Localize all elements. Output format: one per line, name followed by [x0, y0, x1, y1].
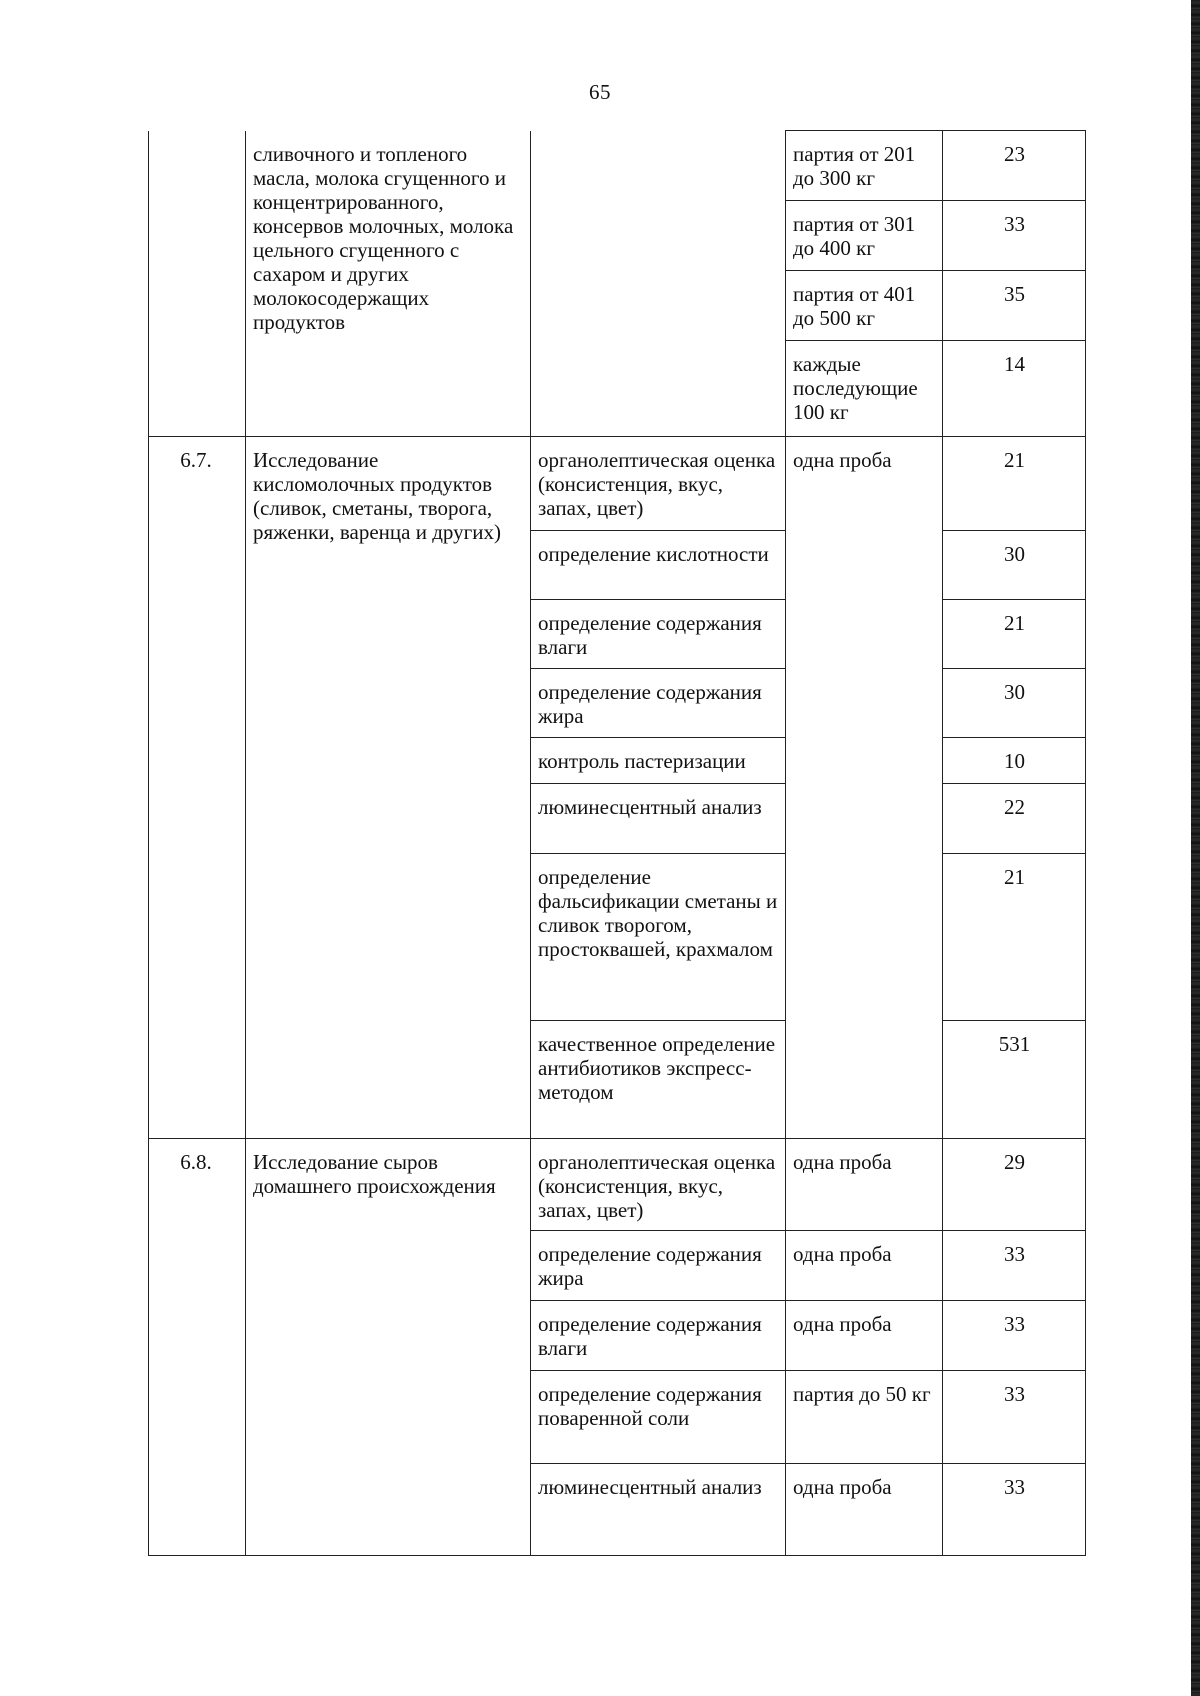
- price-cell: 14: [943, 341, 1086, 437]
- table-row: [149, 1139, 1086, 1231]
- section-name: Исследование кисломолочных продуктов (сливок, сметаны, творога, ряженки, варенца и других): [246, 437, 531, 1139]
- service-cell: люминесцентный анализ: [531, 1464, 786, 1556]
- unit-cell: одна проба: [786, 1301, 943, 1371]
- unit-cell: одна проба: [786, 437, 943, 1139]
- section-number: 6.7.: [149, 437, 246, 1139]
- service-cell: люминесцентный анализ: [531, 784, 786, 854]
- number-cell: [149, 131, 246, 437]
- price-cell: 29: [943, 1139, 1086, 1231]
- price-cell: 30: [943, 531, 1086, 600]
- unit-cell: одна проба: [786, 1464, 943, 1556]
- price-cell: 21: [943, 854, 1086, 1021]
- service-cell: контроль пастеризации: [531, 738, 786, 784]
- table-row: [149, 437, 1086, 531]
- price-cell: 21: [943, 600, 1086, 669]
- price-cell: 35: [943, 271, 1086, 341]
- price-cell: 33: [943, 1371, 1086, 1464]
- table-row: [149, 131, 1086, 201]
- service-cell: органолептическая оценка (консистенция, вкус, запах, цвет): [531, 437, 786, 531]
- price-cell: 22: [943, 784, 1086, 854]
- price-cell: 33: [943, 1231, 1086, 1301]
- service-cell: определение кислотности: [531, 531, 786, 600]
- unit-cell: одна проба: [786, 1139, 943, 1231]
- unit-cell: одна проба: [786, 1231, 943, 1301]
- price-cell: 33: [943, 1301, 1086, 1371]
- service-cell: определение содержания влаги: [531, 1301, 786, 1371]
- price-cell: 33: [943, 201, 1086, 271]
- price-cell: 30: [943, 669, 1086, 738]
- service-cell: определение содержания жира: [531, 1231, 786, 1301]
- description-cell: сливочного и топленого масла, молока сгущенного и концентрированного, консервов молочных, молока цельного сгущенного с сахаром и других молокосодержащих продуктов: [246, 131, 531, 437]
- service-cell: органолептическая оценка (консистенция, вкус, запах, цвет): [531, 1139, 786, 1231]
- service-cell: [531, 131, 786, 437]
- unit-cell: каждые последующие 100 кг: [786, 341, 943, 437]
- unit-cell: партия от 401 до 500 кг: [786, 271, 943, 341]
- price-cell: 10: [943, 738, 1086, 784]
- service-cell: определение фальсификации сметаны и сливок творогом, простоквашей, крахмалом: [531, 854, 786, 1021]
- page-number: 65: [589, 80, 611, 104]
- unit-cell: партия от 201 до 300 кг: [786, 131, 943, 201]
- price-cell: 531: [943, 1021, 1086, 1139]
- service-cell: качественное определение антибиотиков экспресс-методом: [531, 1021, 786, 1139]
- section-name: Исследование сыров домашнего происхождения: [246, 1139, 531, 1556]
- unit-cell: партия до 50 кг: [786, 1371, 943, 1464]
- service-cell: определение содержания жира: [531, 669, 786, 738]
- unit-cell: партия от 301 до 400 кг: [786, 201, 943, 271]
- section-number: 6.8.: [149, 1139, 246, 1556]
- price-table: [148, 130, 1086, 1556]
- price-cell: 21: [943, 437, 1086, 531]
- price-cell: 33: [943, 1464, 1086, 1556]
- service-cell: определение содержания поваренной соли: [531, 1371, 786, 1464]
- price-cell: 23: [943, 131, 1086, 201]
- scan-edge: [1191, 0, 1200, 1696]
- service-cell: определение содержания влаги: [531, 600, 786, 669]
